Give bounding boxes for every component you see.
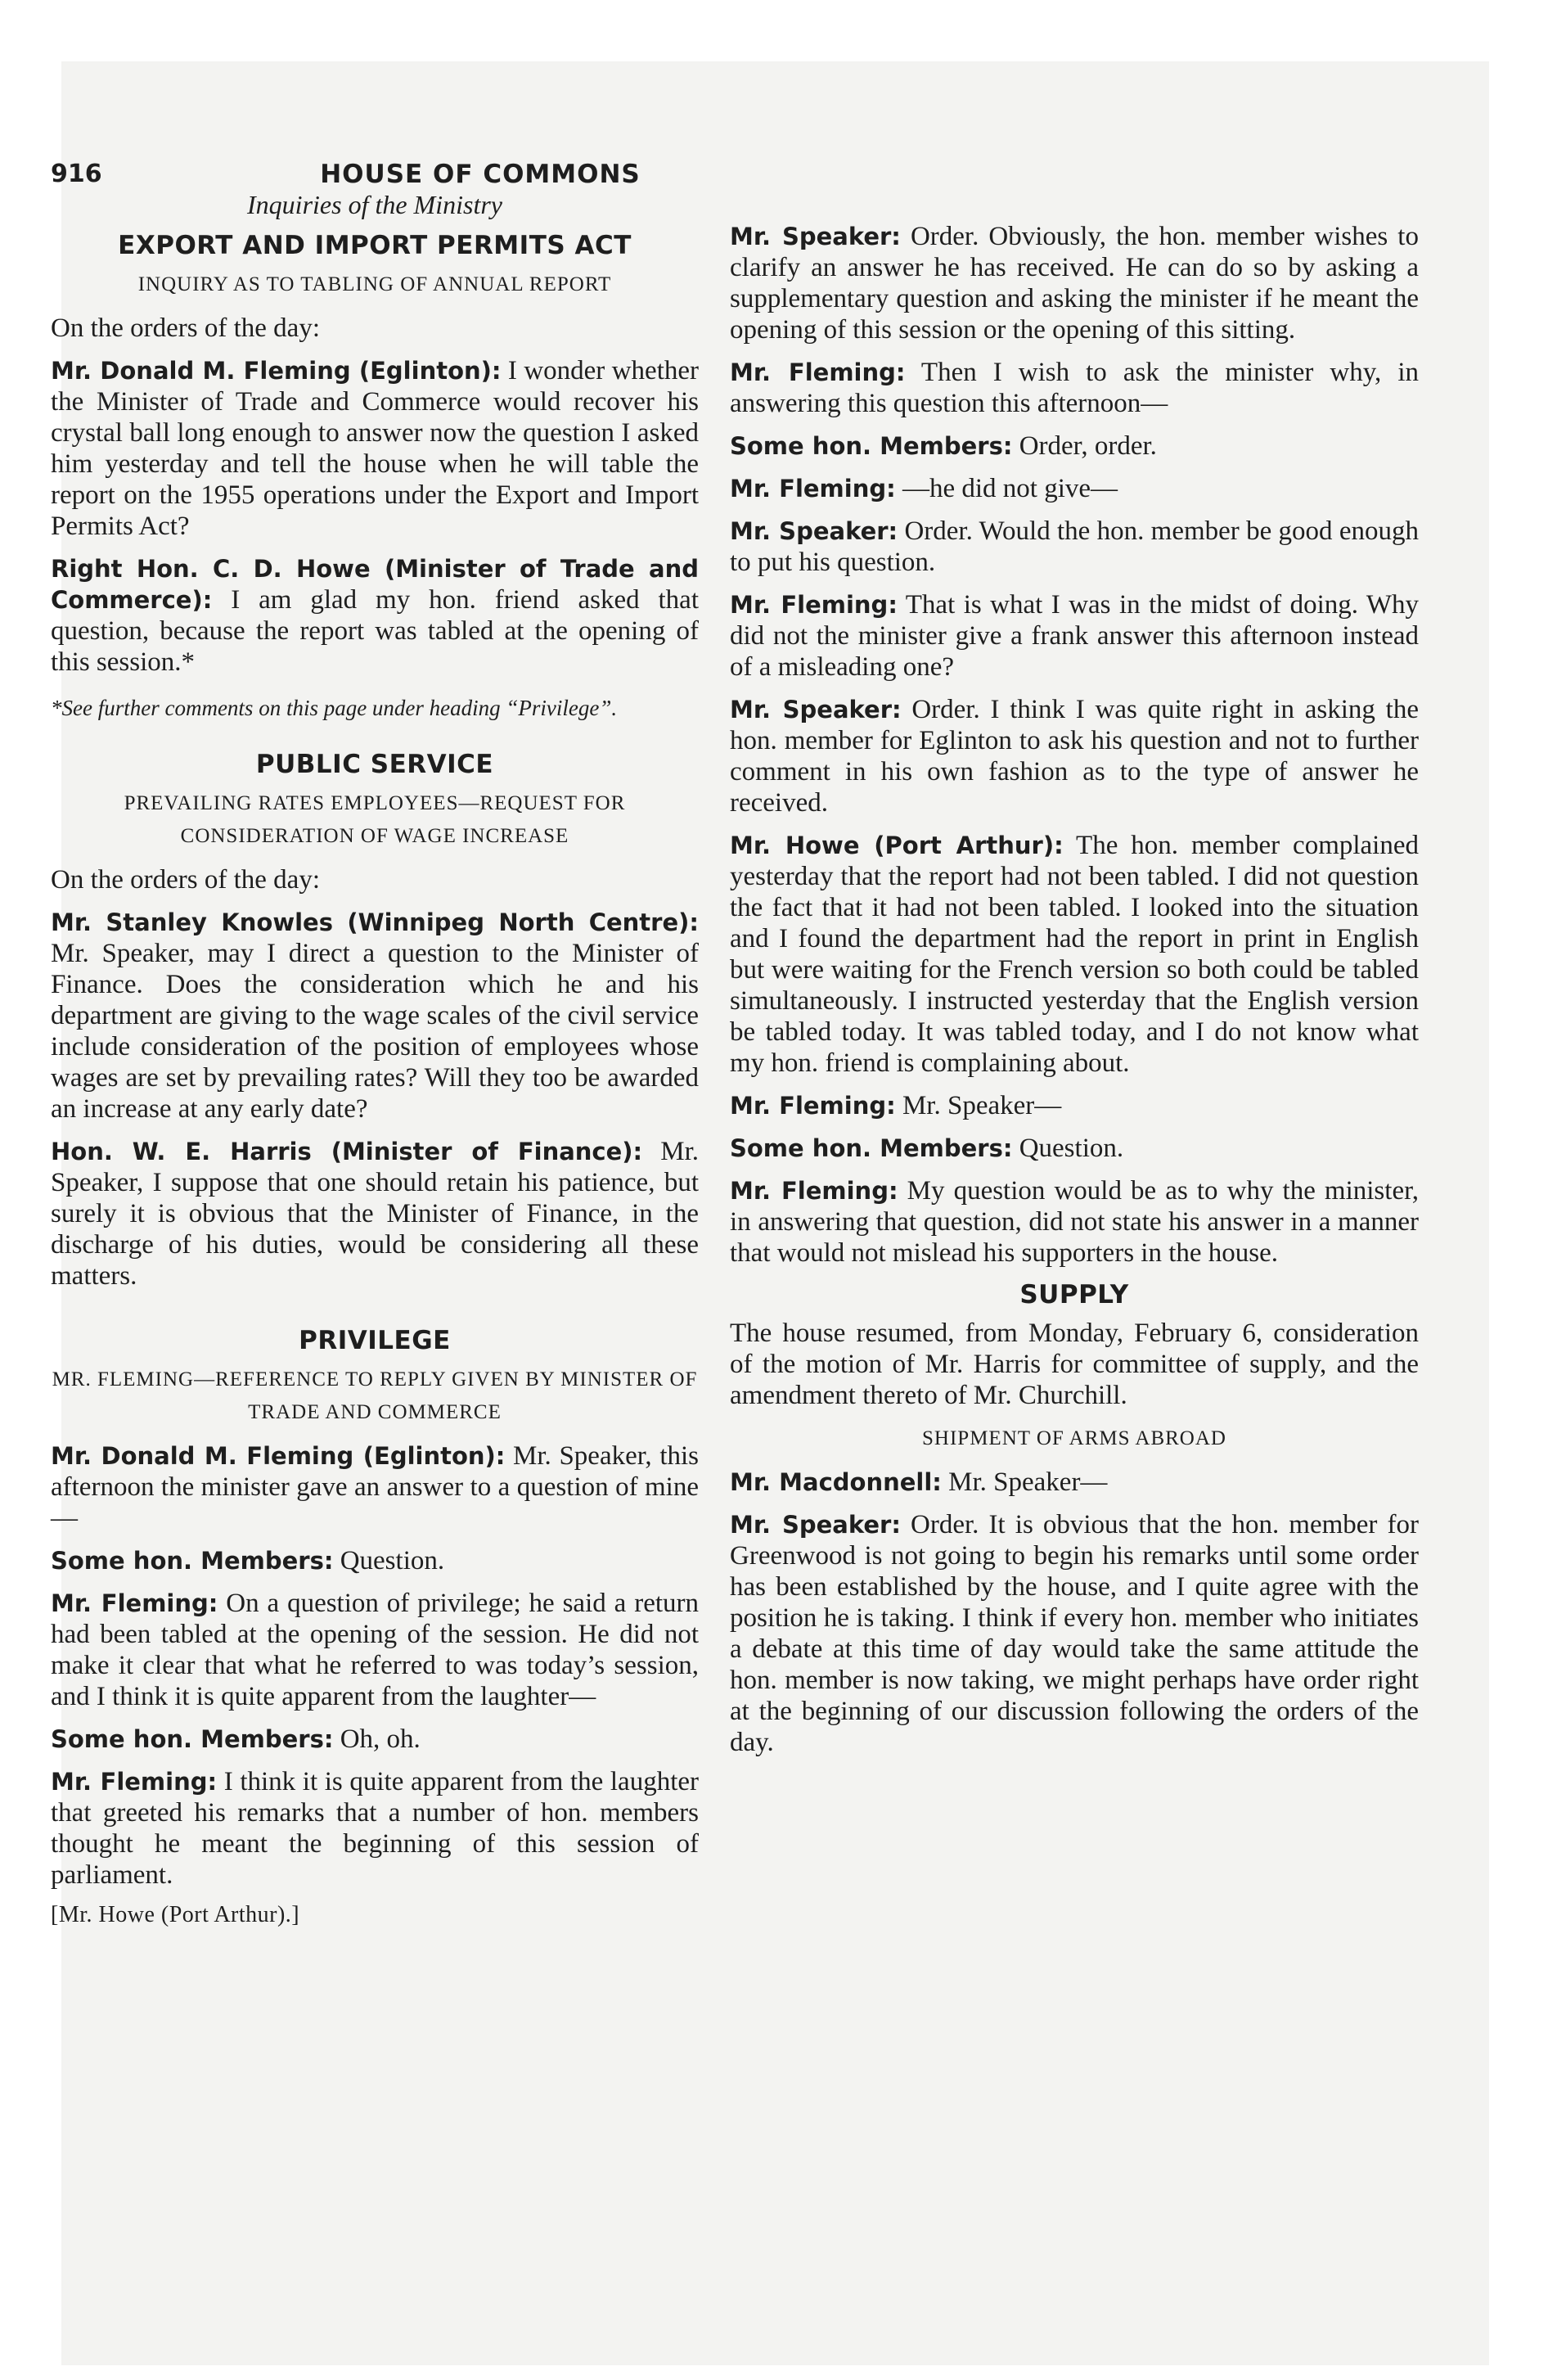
speaker-name: Mr. Speaker: xyxy=(730,223,901,250)
page-number: 916 xyxy=(51,160,102,188)
speaker-name: Mr. Fleming: xyxy=(730,591,898,619)
speaker-name: Mr. Speaker: xyxy=(730,517,898,545)
section-subtitle: PREVAILING RATES EMPLOYEES—REQUEST FOR CONSIDERATION OF WAGE INCREASE xyxy=(124,792,626,847)
speech-paragraph xyxy=(51,1440,699,1534)
speaker-name: Mr. Fleming: xyxy=(730,358,906,386)
section-title: PRIVILEGE xyxy=(299,1326,451,1355)
speech-text: I think it is quite apparent from the laughter that greeted his remarks that a number of hon. members thought he meant the beginning of this session of parliament. xyxy=(51,1767,700,1890)
speech-paragraph xyxy=(730,1133,1419,1164)
speech-text: —he did not give— xyxy=(895,474,1118,503)
speech-text: Order. Would the hon. member be good enough to put his question. xyxy=(730,516,1419,577)
speech-paragraph xyxy=(730,694,1419,818)
speech-paragraph xyxy=(51,1766,699,1891)
speech-text: Mr. Speaker, this afternoon the minister gave an answer to a question of mine— xyxy=(51,1441,699,1533)
paragraph: The house resumed, from Monday, February 6, consideration of the motion of Mr. Harris for committee of supply, and the amendment thereto of Mr. Churchill. xyxy=(730,1318,1419,1410)
speaker-name: Mr. Fleming: xyxy=(51,1589,218,1617)
speaker-name: Mr. Howe (Port Arthur): xyxy=(730,832,1064,859)
speaker-name: Mr. Donald M. Fleming (Eglinton): xyxy=(51,1442,506,1470)
speech-text: I wonder whether the Minister of Trade and Commerce would recover his crystal ball long enough to answer now the question I asked him yesterday and tell the house when he will table the report on the 1955 operations under the Export and Import Permits Act? xyxy=(51,356,699,541)
paragraph: On the orders of the day: xyxy=(51,313,320,343)
section-title: EXPORT AND IMPORT PERMITS ACT xyxy=(118,231,632,260)
footnote: *See further comments on this page under heading “Privilege”. xyxy=(51,696,618,720)
speaker-name: Mr. Stanley Knowles (Winnipeg North Centre): xyxy=(51,908,699,936)
speech-text: Then I wish to ask the minister why, in answering this question this afternoon— xyxy=(730,358,1419,418)
speech-paragraph xyxy=(730,357,1419,419)
running-head: HOUSE OF COMMONS xyxy=(320,160,641,189)
speaker-name: Mr. Fleming: xyxy=(730,1177,898,1205)
speech-text: Order, order. xyxy=(1012,431,1157,461)
speech-text: On a question of privilege; he said a return had been tabled at the opening of the session. He did not make it clear that what he referred to was today’s session, and I think it is quite apparent from the laughter— xyxy=(51,1589,699,1711)
speech-paragraph xyxy=(730,830,1419,1079)
speech-text: That is what I was in the midst of doing. Why did not the minister give a frank answer this afternoon instead of a misleading one? xyxy=(730,590,1419,682)
speech-paragraph xyxy=(730,473,1419,504)
speaker-name: Some hon. Members: xyxy=(730,1134,1013,1162)
speaker-name: Right Hon. C. D. Howe (Minister of Trade and Commerce): xyxy=(51,555,699,614)
speech-text: Question. xyxy=(1012,1134,1124,1163)
speech-text: Question. xyxy=(333,1546,445,1575)
speech-paragraph xyxy=(730,1175,1419,1269)
speech-text: I am glad my hon. friend asked that question, because the report was tabled at the opening of this session.* xyxy=(51,585,699,677)
speech-paragraph xyxy=(51,907,699,1125)
speech-text: Mr. Speaker, may I direct a question to the Minister of Finance. Does the consideration which he and his department are giving to the wage scales of the civil service include consideration of the position of employees whose wages are set by prevailing rates? Will they too be awarded an increase at any early date? xyxy=(51,939,699,1124)
speech-text: Order. Obviously, the hon. member wishes to clarify an answer he has received. He can do so by asking a supplementary question and asking the minister if he meant the opening of this session or the opening of this sitting. xyxy=(730,222,1419,345)
speaker-name: Mr. Donald M. Fleming (Eglinton): xyxy=(51,357,502,385)
speech-paragraph xyxy=(51,1588,699,1712)
section-title: PUBLIC SERVICE xyxy=(255,750,494,779)
right-column xyxy=(730,221,1419,1769)
section-subtitle: SHIPMENT OF ARMS ABROAD xyxy=(922,1427,1226,1449)
speaker-name: Mr. Fleming: xyxy=(730,1092,896,1120)
speech-text: Mr. Speaker— xyxy=(941,1467,1108,1497)
speech-text: Order. It is obvious that the hon. member for Greenwood is not going to begin his remarks until some order has been established by the house, and I quite agree with the position he is taking. I think if every hon. member who initiates a debate at this time of day would take the same attitude the hon. member is now taking, we might perhaps have order right at the beginning of our discussion following the orders of the day. xyxy=(730,1510,1419,1757)
speech-text: Mr. Speaker— xyxy=(895,1091,1062,1120)
section-title: SUPPLY xyxy=(1019,1280,1129,1309)
speech-paragraph xyxy=(51,553,699,678)
speaker-name: Mr. Macdonnell: xyxy=(730,1468,942,1496)
left-column xyxy=(51,221,699,1928)
speech-paragraph xyxy=(730,589,1419,683)
speaker-name: Some hon. Members: xyxy=(730,432,1013,460)
speaker-name: Mr. Speaker: xyxy=(730,1511,901,1539)
speech-paragraph xyxy=(730,516,1419,578)
speech-text: Oh, oh. xyxy=(333,1724,421,1754)
speaker-name: Some hon. Members: xyxy=(51,1725,334,1753)
speaker-name: Mr. Speaker: xyxy=(730,696,902,723)
speech-paragraph xyxy=(730,1090,1419,1121)
section-subhead: Inquiries of the Ministry xyxy=(247,190,502,219)
speech-paragraph xyxy=(730,1467,1419,1498)
speech-paragraph xyxy=(730,221,1419,345)
section-subtitle: MR. FLEMING—REFERENCE TO REPLY GIVEN BY MINISTER OF TRADE AND COMMERCE xyxy=(52,1368,698,1423)
page-header xyxy=(51,160,910,192)
paragraph: On the orders of the day: xyxy=(51,865,320,895)
speaker-name: Hon. W. E. Harris (Minister of Finance): xyxy=(51,1138,643,1165)
speech-paragraph xyxy=(730,1509,1419,1758)
speech-text: Order. I think I was quite right in asking the hon. member for Eglinton to ask his question and not to further comment in his own fashion as to the type of answer he received. xyxy=(730,695,1419,818)
speech-paragraph xyxy=(51,1545,699,1576)
speech-paragraph xyxy=(730,430,1419,462)
speaker-name: Mr. Fleming: xyxy=(730,475,896,503)
speech-text: Mr. Speaker, I suppose that one should retain his patience, but surely it is obvious that the Minister of Finance, in the discharge of his duties, would be considering all these matters. xyxy=(51,1137,700,1291)
bottom-note: [Mr. Howe (Port Arthur).] xyxy=(51,1902,300,1927)
speech-paragraph xyxy=(51,1724,699,1755)
speech-text: My question would be as to why the minister, in answering that question, did not state his answer in a manner that would not mislead his supporters in the house. xyxy=(730,1176,1420,1268)
speaker-name: Mr. Fleming: xyxy=(51,1768,218,1796)
speech-paragraph xyxy=(51,1136,699,1291)
speech-paragraph xyxy=(51,355,699,542)
section-subtitle: INQUIRY AS TO TABLING OF ANNUAL REPORT xyxy=(137,273,612,295)
speaker-name: Some hon. Members: xyxy=(51,1547,334,1575)
speech-text: The hon. member complained yesterday that the report had not been tabled. I did not question the fact that it had not been tabled. I looked into the situation and I found the department had the report in print in English but were waiting for the French version so both could be tabled simultaneously. I instructed yesterday that the English version be tabled today. It was tabled today, and I do not know what my hon. friend is complaining about. xyxy=(730,831,1419,1078)
